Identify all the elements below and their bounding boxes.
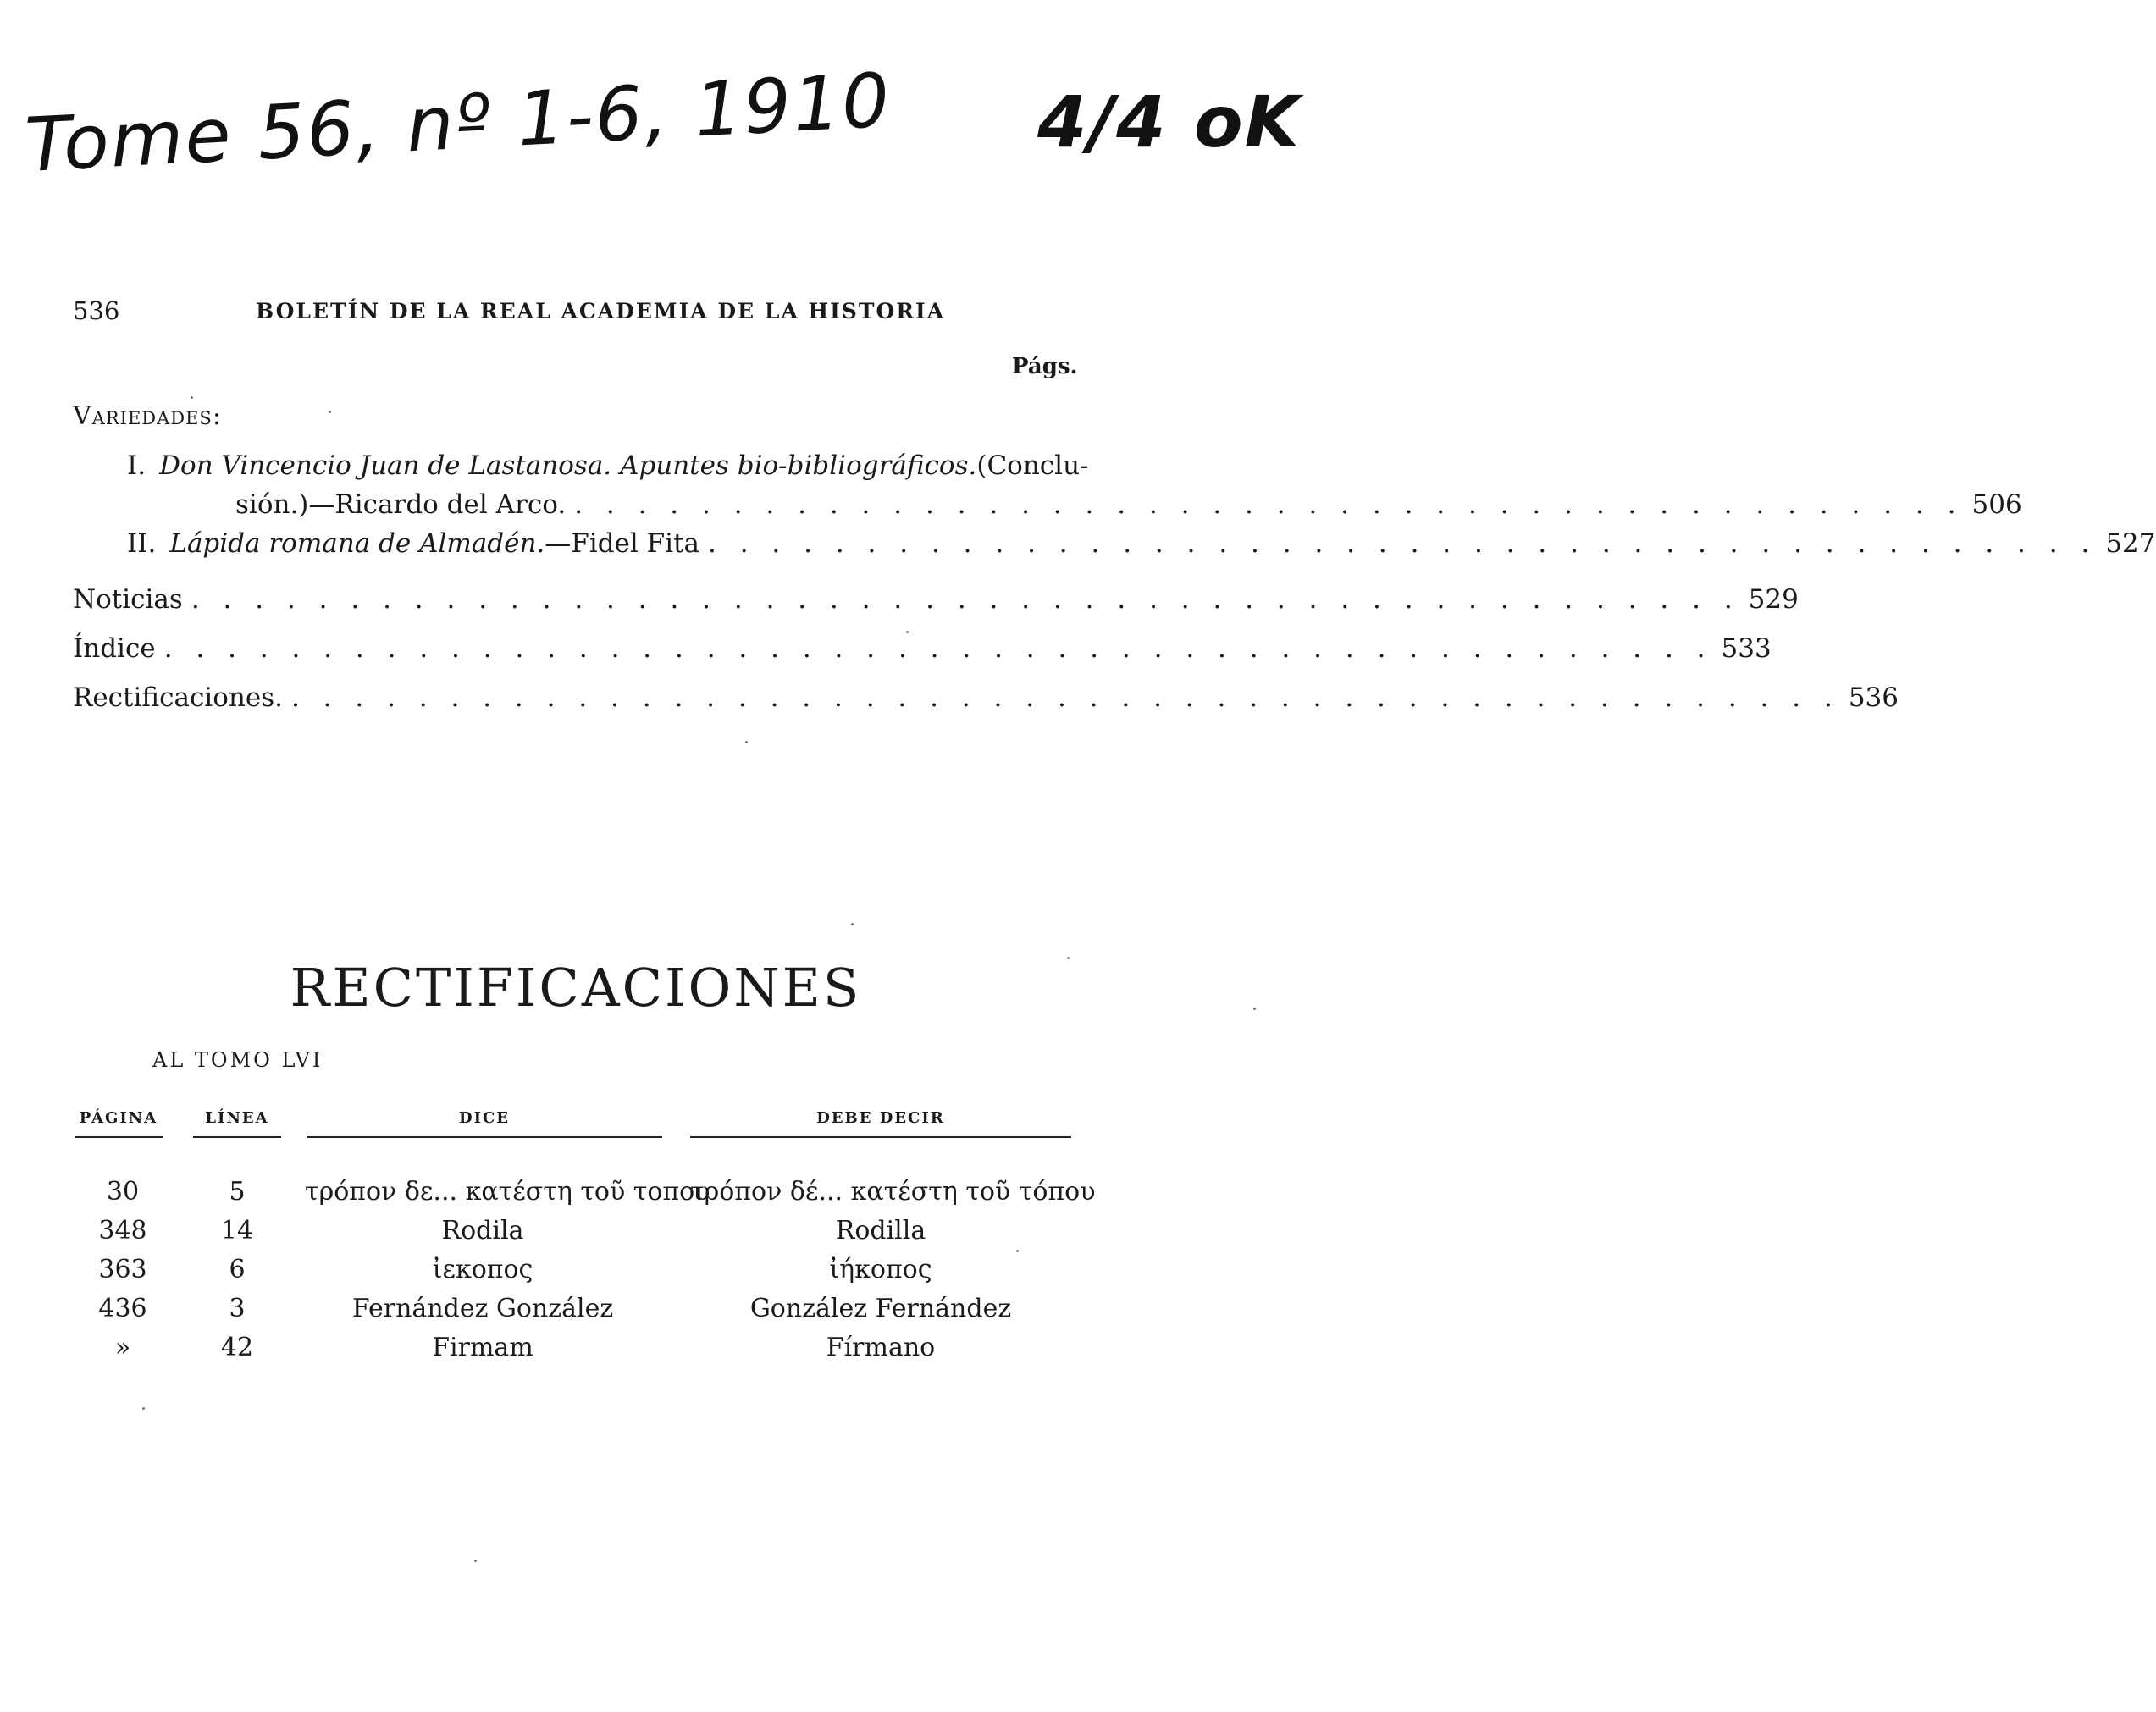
cell-linea: 5 (229, 1177, 246, 1207)
scan-speck (142, 1407, 145, 1410)
toc-item-page: 527 (2105, 528, 2156, 559)
cell-dice: ἰεκοπος (432, 1255, 533, 1284)
cell-dice: Rodila (441, 1216, 524, 1245)
scan-speck (1253, 1008, 1256, 1010)
cell-linea: 6 (229, 1255, 246, 1284)
scan-speck (329, 411, 331, 413)
dot-leader: . . . . . . . . . . . . . . . . . . . . . . . . . . . . . . . . . . . . . . . . . . . . (708, 528, 2098, 559)
scan-speck (474, 1560, 477, 1562)
table-row (0, 1177, 1298, 1216)
column-header-dice: DICE (458, 1109, 511, 1127)
dot-leader: . . . . . . . . . . . . . . . . . . . . . . . . . . . . . . . . . . . . . . . . . . . . (574, 489, 1964, 520)
cell-debe-decir: Rodilla (835, 1216, 926, 1245)
column-rule (690, 1136, 1071, 1138)
scan-speck (1016, 1250, 1019, 1252)
scan-speck (191, 396, 193, 399)
cell-pagina: » (114, 1333, 131, 1362)
handwritten-check-note: 4/4 oK (1037, 80, 1302, 163)
scan-speck (906, 631, 909, 633)
toc-item-title-rest: —Fidel Fita (545, 528, 700, 559)
cell-linea: 42 (220, 1333, 254, 1362)
cell-linea: 14 (220, 1216, 254, 1245)
scan-speck (745, 741, 748, 743)
cell-pagina: 363 (98, 1255, 147, 1284)
toc-item-page: 506 (1971, 489, 2022, 520)
toc-item-2 (127, 528, 2156, 559)
toc-item-title: Lápida romana de Almadén. (169, 528, 545, 559)
pages-column-label: Págs. (1012, 354, 1078, 379)
section-title: RECTIFICACIONES (290, 957, 862, 1019)
cell-debe-decir: Fírmano (826, 1333, 936, 1362)
column-header-linea: LÍNEA (205, 1109, 269, 1127)
toc-entry-rectificaciones (73, 682, 1899, 713)
scan-speck (851, 923, 854, 925)
toc-item-title: Don Vincencio Juan de Lastanosa. Apuntes bio-bibliográficos. (159, 450, 977, 481)
dot-leader: . . . . . . . . . . . . . . . . . . . . . . . . . . . . . . . . . . . . . . . . . . . . . . . . . (191, 584, 1740, 615)
toc-item-title-rest: (Conclu- (976, 450, 1089, 481)
cell-dice: Firmam (432, 1333, 533, 1362)
toc-item-numeral: II. (127, 528, 157, 559)
table-row (0, 1255, 1298, 1294)
toc-item-1-continuation (235, 489, 2022, 520)
cell-pagina: 348 (98, 1216, 147, 1245)
toc-entry-noticias (73, 584, 1799, 615)
column-header-debe-decir: DEBE DECIR (816, 1109, 945, 1127)
cell-dice: Fernández González (351, 1294, 614, 1323)
page-number: 536 (73, 296, 120, 325)
toc-item-continuation: sión.)—Ricardo del Arco. (235, 489, 567, 520)
column-rule (75, 1136, 163, 1138)
cell-debe-decir: τρόπον δέ... κατέστη τοῦ τόπου (690, 1177, 1096, 1207)
cell-debe-decir: González Fernández (749, 1294, 1012, 1323)
toc-entry-indice (73, 633, 1772, 664)
toc-entry-label: Noticias (73, 584, 183, 615)
cell-debe-decir: ἰήκοπος (829, 1255, 932, 1284)
cell-pagina: 436 (98, 1294, 147, 1323)
table-row (0, 1216, 1298, 1255)
scan-speck (1067, 957, 1070, 959)
toc-entry-label: Rectificaciones. (73, 682, 283, 713)
toc-item-numeral: I. (127, 450, 146, 481)
section-subtitle: AL TOMO LVI (152, 1048, 323, 1072)
toc-entry-page: 529 (1748, 584, 1799, 615)
cell-dice: τρόπον δε... κατέστη τοῦ τοπου (305, 1177, 710, 1207)
running-title: BOLETÍN DE LA REAL ACADEMIA DE LA HISTORIA (256, 299, 946, 323)
dot-leader: . . . . . . . . . . . . . . . . . . . . . . . . . . . . . . . . . . . . . . . . . . . . . . . . . (163, 633, 1713, 664)
toc-item-1 (127, 450, 1089, 481)
table-row (0, 1294, 1298, 1333)
cell-linea: 3 (229, 1294, 246, 1323)
column-rule (307, 1136, 662, 1138)
column-header-pagina: PÁGINA (79, 1109, 158, 1127)
toc-entry-page: 536 (1848, 682, 1899, 713)
handwritten-volume-note: Tome 56, nº 1-6, 1910 (23, 56, 893, 189)
toc-entry-page: 533 (1721, 633, 1772, 664)
table-row (0, 1333, 1298, 1372)
column-rule (193, 1136, 281, 1138)
section-label-variedades: Variedades: (73, 401, 222, 431)
dot-leader: . . . . . . . . . . . . . . . . . . . . . . . . . . . . . . . . . . . . . . . . . . . . . . . . . (290, 682, 1840, 713)
toc-entry-label: Índice (73, 633, 156, 664)
cell-pagina: 30 (106, 1177, 140, 1207)
